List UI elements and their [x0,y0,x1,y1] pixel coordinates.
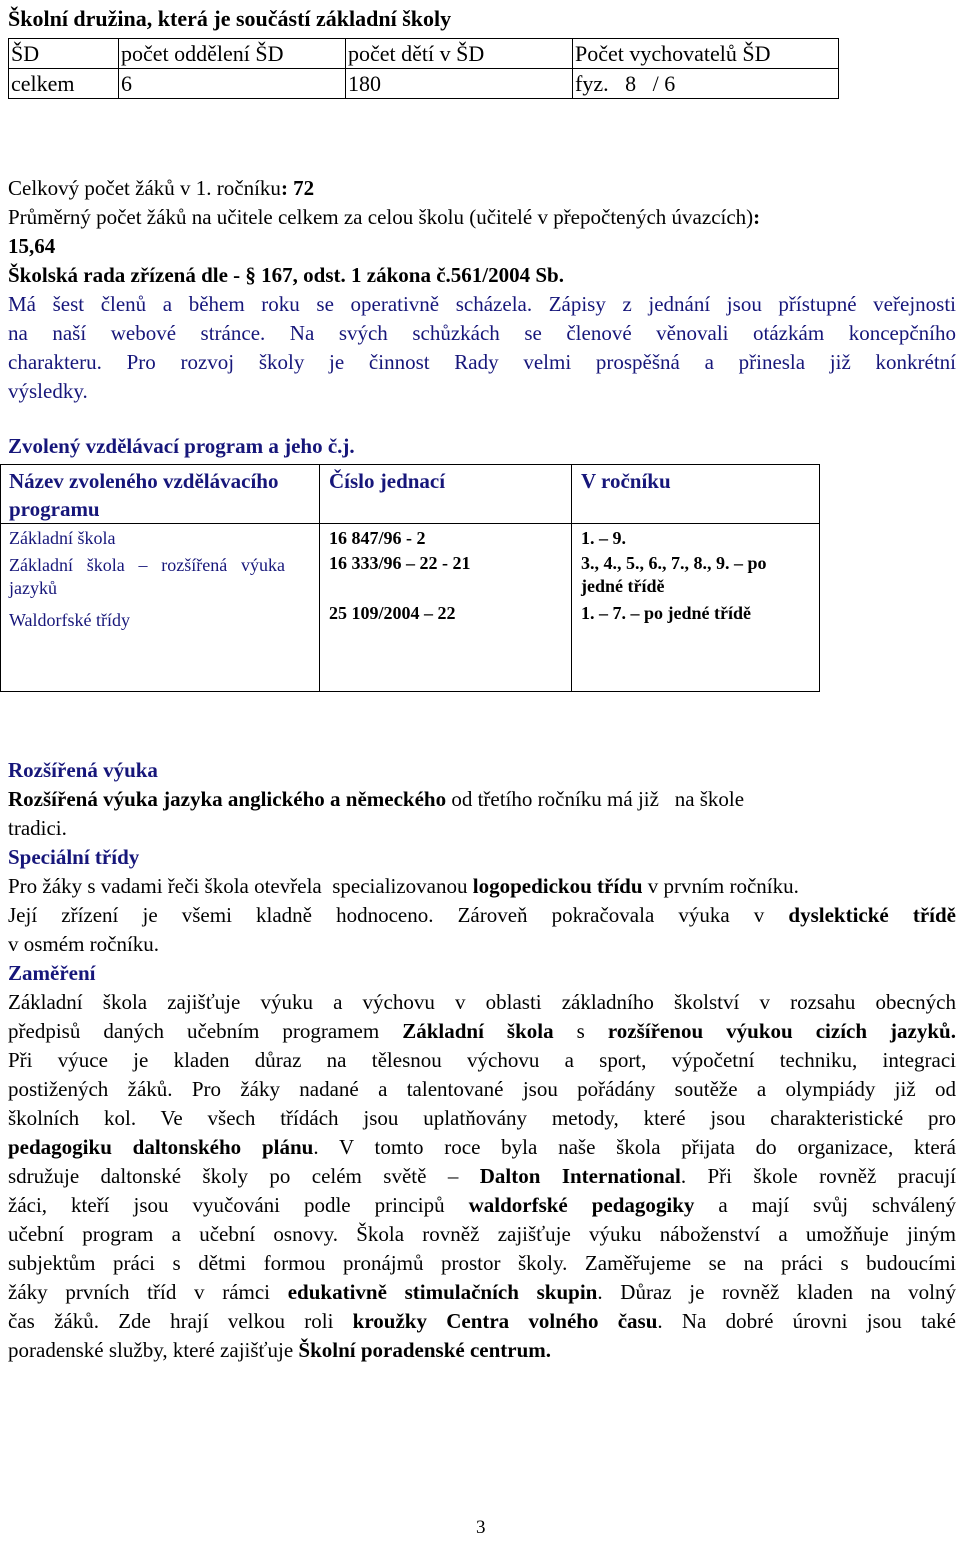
sd-header-cell: ŠD [9,39,119,69]
specialni-heading: Speciální třídy [8,845,140,869]
zamereni-line: Při výuce je kladen důraz na tělesnou výchovu a sport, výpočetní techniku, integraci [8,1048,956,1072]
zamereni-text: . V tomto roce byla naše škola přijata do organizace, která [313,1135,956,1159]
sd-cell: 180 [346,69,573,99]
program-name: Základní škola – rozšířená výuka jazyků [9,555,285,598]
specialni-text: v osmém ročníku. [8,932,160,956]
col-header-rocnik: V ročníku [581,469,671,493]
zamereni-text: s [553,1019,608,1043]
program-name: Waldorfské třídy [9,610,131,630]
zamereni-text: . Na dobré úrovni jsou také [657,1309,956,1333]
rozsirena-bold: Rozšířená výuka jazyka anglického a německého [8,787,447,811]
stat-value: : 72 [280,176,315,200]
zamereni-line: postižených žáků. Pro žáky nadané a talentované jsou pořádány soutěže a olympiády již od [8,1077,956,1101]
zamereni-bold: pedagogiku daltonského plánu [8,1135,314,1159]
program-rocnik: 1. – 9. [581,528,626,548]
specialni-bold: dyslektické třídě [788,903,956,927]
sd-header-cell: Počet vychovatelů ŠD [573,39,839,69]
specialni-text: Její zřízení je všemi kladně hodnoceno. Zároveň pokračovala výuka v [8,903,789,927]
specialni-bold: logopedickou třídu [472,874,643,898]
sd-cell: celkem [9,69,119,99]
row-divider [1,523,819,524]
zamereni-text: a mají svůj schválený [694,1193,957,1217]
zamereni-text: . Důraz je rovněž kladen na volný [597,1280,956,1304]
rozsirena-text: od třetího ročníku má již na škole [446,787,745,811]
zamereni-bold: Dalton International [479,1164,681,1188]
program-cj: 25 109/2004 – 22 [329,603,456,623]
zamereni-bold: waldorfské pedagogiky [468,1193,695,1217]
zamereni-line: Základní škola zajišťuje výuku a výchovu v oblasti základního školství v rozsahu obecných [8,990,956,1014]
program-cj: 16 847/96 - 2 [329,528,426,548]
stats-block [8,174,956,290]
stat-value: 15,64 [8,234,56,258]
zamereni-bold: rozšířenou výukou cizích jazyků. [607,1019,956,1043]
rozsirena-heading: Rozšířená výuka [8,758,158,782]
program-heading: Zvolený vzdělávací program a jeho č.j. [8,434,355,458]
specialni-text: v prvním ročníku. [642,874,799,898]
table-row [9,39,839,69]
rozsirena-text: tradici. [8,816,67,840]
program-table [0,464,820,692]
zamereni-heading: Zaměření [8,961,96,985]
sd-cell: 6 [119,69,346,99]
rada-heading: Školská rada zřízená dle - § 167, odst. 1 zákona č.561/2004 Sb. [8,263,564,287]
stat-label: Průměrný počet žáků na učitele celkem za celou školu (učitelé v přepočtených úvazcích) [8,205,754,229]
rozsirena-section [8,756,956,1365]
rada-paragraph [8,290,956,406]
zamereni-bold: kroužky Centra volného času [352,1309,658,1333]
zamereni-line: školních kol. Ve všech třídách jsou uplatňovány metody, které jsou charakteristické pro [8,1106,956,1130]
col-header-cj: Číslo jednací [329,469,446,493]
page-number: 3 [476,1517,486,1538]
sd-header-cell: počet dětí v ŠD [346,39,573,69]
zamereni-text: poradenské služby, které zajišťuje [8,1338,299,1362]
zamereni-text: žáci, kteří jsou vyučováni podle principů [8,1193,469,1217]
stat-label: Celkový počet žáků v 1. ročníku [8,176,281,200]
program-name: Základní škola [9,528,116,548]
sd-table [8,38,839,99]
rada-line: Má šest členů a během roku se operativně scházela. Zápisy z jednání jsou přístupné veřejnosti [8,292,956,316]
col-header-name: Název zvoleného vzdělávacího programu [9,469,279,521]
rada-line: charakteru. Pro rozvoj školy je činnost Rady velmi prospěšná a přinesla již konkrétní [8,350,956,374]
program-rocnik: 1. – 7. – po jedné třídě [581,603,751,623]
zamereni-text: sdružuje daltonské školy po celém světě – [8,1164,480,1188]
zamereni-text: . Při škole rovněž pracují [680,1164,956,1188]
program-rocnik: 3., 4., 5., 6., 7., 8., 9. – po jedné třídě [581,553,767,596]
sd-header-cell: počet oddělení ŠD [119,39,346,69]
column-divider [319,465,320,691]
zamereni-line: subjektům práci s dětmi formou pronájmů prostor školy. Zaměřujeme se na práci s budoucími [8,1251,956,1275]
stat-value: : [753,205,761,229]
specialni-text: Pro žáky s vadami řeči škola otevřela specializovanou [8,874,473,898]
sd-cell: fyz. 8 / 6 [573,69,839,99]
zamereni-bold: Školní poradenské centrum. [298,1338,552,1362]
zamereni-bold: edukativně stimulačních skupin [287,1280,598,1304]
zamereni-text: předpisů daných učebním programem [8,1019,403,1043]
zamereni-text: čas žáků. Zde hrají velkou roli [8,1309,353,1333]
zamereni-bold: Základní škola [402,1019,554,1043]
druzina-heading: Školní družina, která je součástí základní školy [8,6,452,31]
column-divider [571,465,572,691]
table-row [9,69,839,99]
zamereni-text: žáky prvních tříd v rámci [8,1280,288,1304]
rada-line: výsledky. [8,379,88,403]
program-cj: 16 333/96 – 22 - 21 [329,553,471,573]
zamereni-line: učební program a učební osnovy. Škola rovněž zajišťuje výuku náboženství a umožňuje jiným [8,1222,956,1246]
rada-line: na naší webové stránce. Na svých schůzkách se členové věnovali otázkám koncepčního [8,321,956,345]
